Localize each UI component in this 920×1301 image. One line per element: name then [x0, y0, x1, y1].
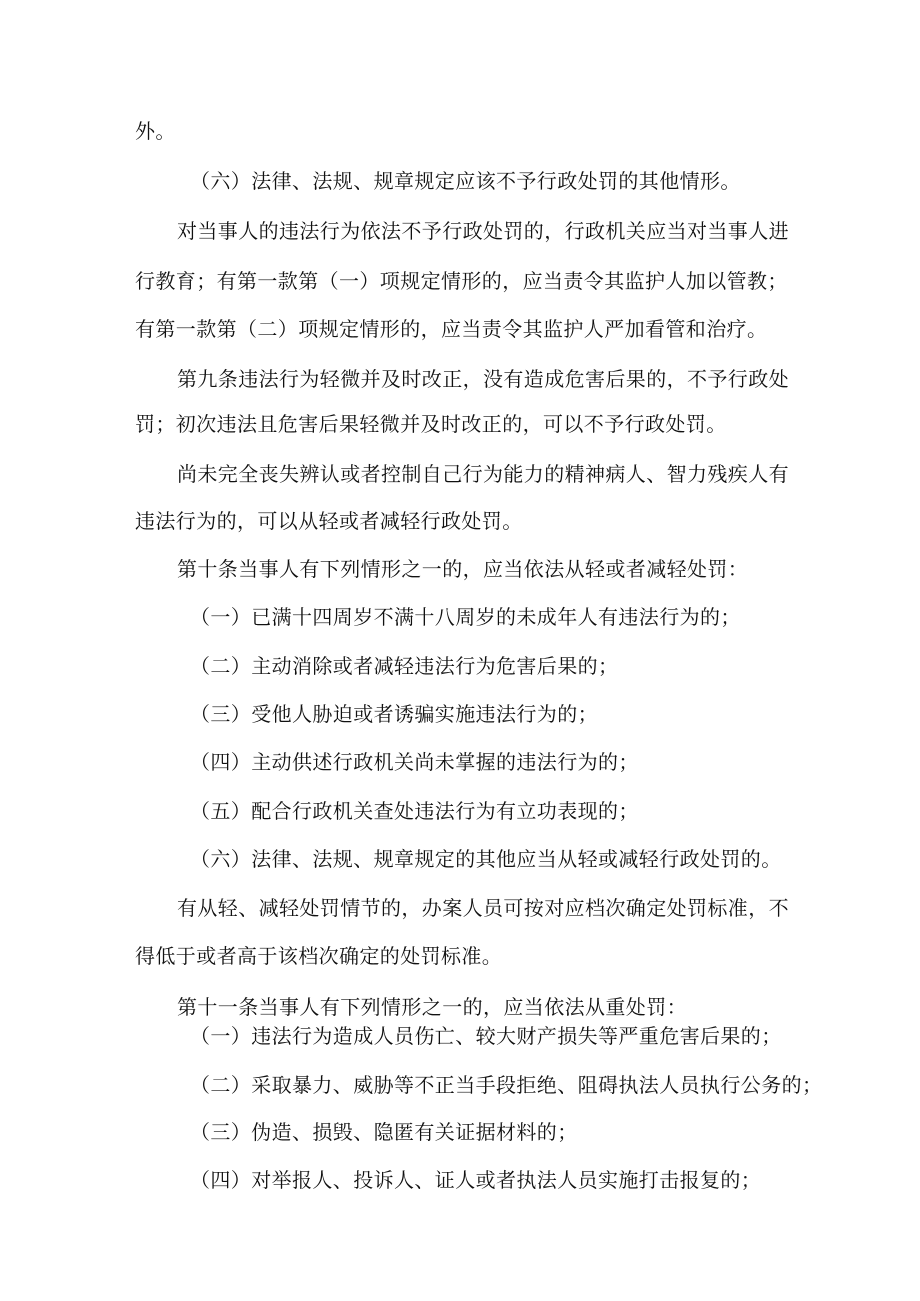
text-line: （三）伪造、损毁、隐匿有关证据材料的；: [190, 1120, 578, 1144]
text-line: 行教育；有第一款第（一）项规定情形的，应当责令其监护人加以管教；: [135, 269, 788, 293]
text-line: （二）采取暴力、威胁等不正当手段拒绝、阻碍执法人员执行公务的；: [190, 1073, 823, 1097]
text-line: （四）对举报人、投诉人、证人或者执法人员实施打击报复的；: [190, 1168, 762, 1192]
text-line: 违法行为的，可以从轻或者减轻行政处罚。: [135, 509, 523, 533]
text-line: （六）法律、法规、规章规定的其他应当从轻或减轻行政处罚的。: [190, 847, 782, 871]
text-line: 第九条违法行为轻微并及时改正，没有造成危害后果的，不予行政处: [177, 367, 789, 391]
text-line: 有第一款第（二）项规定情形的，应当责令其监护人严加看管和治疗。: [135, 317, 768, 341]
text-line: 得低于或者高于该档次确定的处罚标准。: [135, 944, 503, 968]
text-line: 第十一条当事人有下列情形之一的，应当依法从重处罚：: [177, 995, 687, 1019]
text-line: 外。: [135, 119, 176, 143]
text-line: 对当事人的违法行为依法不予行政处罚的，行政机关应当对当事人进: [177, 219, 789, 243]
text-line: （五）配合行政机关查处违法行为有立功表现的；: [190, 799, 639, 823]
text-line: （三）受他人胁迫或者诱骗实施违法行为的；: [190, 702, 598, 726]
text-line: （四）主动供述行政机关尚未掌握的违法行为的；: [190, 750, 639, 774]
text-line: （一）已满十四周岁不满十八周岁的未成年人有违法行为的；: [190, 605, 741, 629]
text-line: （六）法律、法规、规章规定应该不予行政处罚的其他情形。: [190, 169, 741, 193]
text-line: （二）主动消除或者减轻违法行为危害后果的；: [190, 654, 619, 678]
text-line: 罚；初次违法且危害后果轻微并及时改正的，可以不予行政处罚。: [135, 412, 727, 436]
text-line: （一）违法行为造成人员伤亡、较大财产损失等严重危害后果的；: [190, 1024, 782, 1048]
text-line: 第十条当事人有下列情形之一的，应当依法从轻或者减轻处罚：: [177, 557, 749, 581]
text-line: 有从轻、减轻处罚情节的，办案人员可按对应档次确定处罚标准，不: [177, 896, 789, 920]
text-line: 尚未完全丧失辨认或者控制自己行为能力的精神病人、智力残疾人有: [177, 462, 789, 486]
